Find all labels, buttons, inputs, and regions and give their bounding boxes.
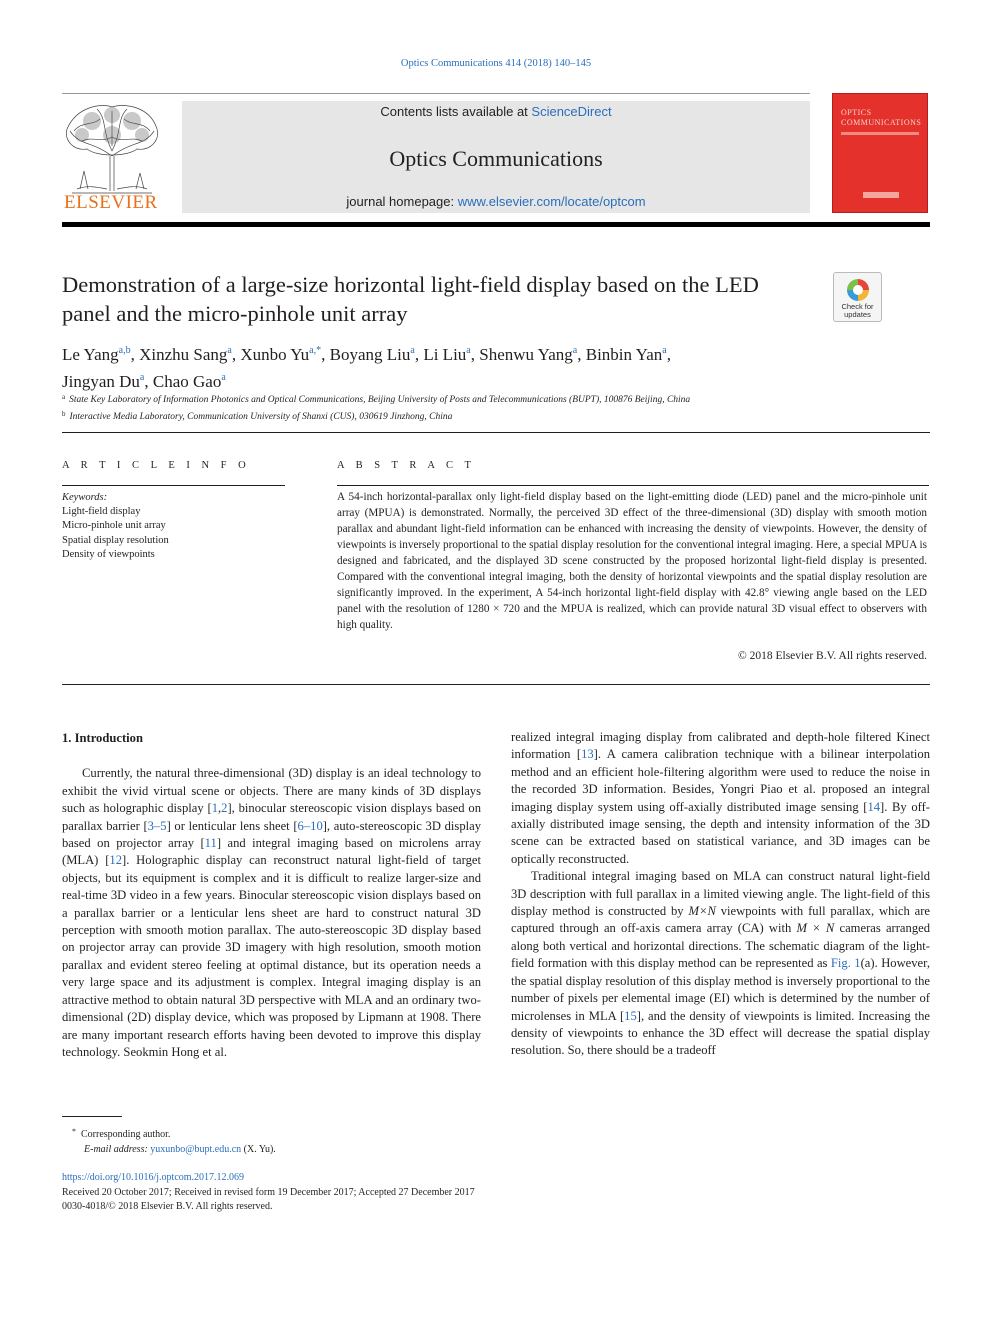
journal-citation-link[interactable]: Optics Communications 414 (2018) 140–145 [400, 58, 592, 69]
author-separator: , [577, 345, 586, 364]
author-name[interactable]: Xunbo Yu [240, 345, 310, 364]
homepage-line [182, 194, 810, 209]
crossmark-label: Check for updates [841, 302, 874, 319]
affiliation-b [62, 407, 922, 424]
author-name[interactable]: Li Liu [423, 345, 467, 364]
body-text: ], and the density of viewpoints is limited. Increasing the density of viewpoints to enhance the 3D effect will decrease the spatial display resolution. So, there should be a tradeoff [511, 1008, 930, 1058]
author-name[interactable]: Boyang Liu [329, 345, 411, 364]
author-affiliation-marker[interactable]: a [227, 345, 232, 356]
email-suffix: (X. Yu). [241, 1144, 276, 1155]
author-affiliation-marker[interactable]: a [466, 345, 471, 356]
math-expression: M×N [688, 904, 716, 919]
keywords-label: Keywords: [62, 492, 108, 503]
affiliations [62, 390, 922, 424]
abstract-heading: A B S T R A C T [337, 460, 476, 471]
affiliation-text: Interactive Media Laboratory, Communication University of Shanxi (CUS), 030619 Jinzhong, China [69, 412, 453, 422]
footnote-rule [62, 1116, 122, 1117]
body-text: Traditional integral imaging based on MLA can construct natural light-field 3D description with full parallax in a limited viewing angle. The light-field of this display method is constructed by [511, 869, 930, 919]
journal-cover-thumbnail[interactable] [832, 93, 928, 213]
keyword: Light-field display [62, 506, 141, 518]
article-metadata [62, 1171, 662, 1215]
article-info-rule [62, 485, 285, 486]
figure-link[interactable]: Fig. 1 [830, 956, 861, 971]
reference-link[interactable]: 1 [211, 801, 218, 816]
sciencedirect-link[interactable]: ScienceDirect [531, 104, 612, 119]
author-name[interactable]: Binbin Yan [585, 345, 663, 364]
publisher-wordmark: ELSEVIER [64, 192, 158, 213]
article-info-heading: A R T I C L E I N F O [62, 460, 251, 471]
cover-footer-mark [863, 192, 899, 198]
cover-title: OPTICS COMMUNICATIONS [841, 108, 922, 127]
keyword: Spatial display resolution [62, 534, 169, 546]
keywords-block [62, 491, 285, 562]
contents-line [182, 104, 810, 119]
body-text: viewpoints with full parallax, which are captured through an off-axis camera array (CA) with [511, 904, 930, 936]
cover-band [841, 132, 919, 135]
body-text: ]. A camera calibration technique with a bilinear interpolation method and an efficient hole-filtering algorithm were used to reduce the noise in the recorded 3D information. Besides, Yongri Piao et al. proposed an integral imaging display system using off-axially distributed image sensing [ [511, 747, 930, 814]
issn-copyright: 0030-4018/© 2018 Elsevier B.V. All rights reserved. [62, 1201, 273, 1212]
body-text: ]. By off-axially distributed image sensing, the depth and intensity information of the 3D scene can be extracted based on statistical variance, and 3D images can be optically reconstructed. [511, 799, 930, 866]
author-separator: , [130, 345, 140, 364]
check-for-updates-badge[interactable] [833, 272, 882, 322]
body-paragraph: Currently, the natural three-dimensional (3D) display is an ideal technology to exhibit the vivid virtual scene or objects. There are many kinds of 3D displays such as holographic display [1,2], binocular stereoscopic vision displays based on parallax barrier [3–5] or lenticular lens sheet [6–10], auto-stereoscopic 3D display based on projector array [11] and integral imaging based on microlens array (MLA) [12]. Holographic display can reconstruct natural light-field of target objects, but its equipment is complex and it is difficult to realize larger-size and real-time 3D video in a few years. Binocular stereoscopic vision displays based on a parallax barrier or a lenticular lens sheet are hard to construct natural 3D perception with smooth motion parallax. The auto-stereoscopic 3D display based on projector array can provide 3D imagery with high resolution, smooth motion parallax and evident stereo feeling at optimal distance, but its operation needs a very large space and its adjustment is complex. Integral imaging display is an attractive method to obtain natural 3D perspective with MLA and an ordinary two-dimensional (2D) display device, which was proposed by Lipmann at 1908. There are many important research efforts having been devoted to improve this display technology. Seokmin Hong et al. [62, 766, 482, 1059]
journal-header [62, 93, 930, 213]
author-separator: , [666, 345, 671, 364]
math-expression: M × N [796, 921, 835, 936]
author-separator: , [321, 345, 330, 364]
crossmark-icon [845, 277, 871, 303]
abstract-copyright: © 2018 Elsevier B.V. All rights reserved. [738, 650, 927, 662]
body-text: Currently, the natural three-dimensional (3D) display is an ideal technology to exhibit the vivid virtual scene or objects. There are many kinds of 3D displays such as holographic display [ [62, 766, 481, 816]
author-separator: , [414, 345, 424, 364]
body-text: cameras arranged along both vertical and horizontal directions. The schematic diagram of the light-field formation with this display method can be represented as [511, 921, 931, 971]
paper-title: Demonstration of a large-size horizontal light-field display based on the LED panel and the micro-pinhole unit array [62, 272, 759, 326]
reference-link[interactable]: 15 [624, 1008, 637, 1023]
section-divider [62, 432, 930, 433]
author-separator: , [470, 345, 480, 364]
body-paragraph [511, 729, 930, 868]
author-separator: , [231, 345, 241, 364]
affiliation-marker: a [62, 393, 66, 401]
body-text: (a). However, the spatial display resolution of this display method is inversely proportional to the number of pixels per elemental image (EI) which is determined by the number of microlenses in MLA [ [511, 956, 930, 1023]
corresponding-footnote [62, 1124, 562, 1142]
reference-link[interactable]: 14 [867, 799, 881, 814]
reference-link[interactable]: 3–5 [147, 818, 167, 833]
author-name[interactable]: Shenwu Yang [479, 345, 573, 364]
author-affiliation-marker[interactable]: a [139, 372, 145, 383]
contents-prefix: Contents lists available at [380, 104, 532, 119]
author-affiliation-marker[interactable]: a,* [309, 345, 322, 356]
reference-link[interactable]: 13 [581, 747, 594, 762]
affiliation-marker: b [62, 410, 66, 418]
author-name[interactable]: Xinzhu Sang [139, 345, 228, 364]
affiliation-a [62, 390, 922, 407]
email-link[interactable]: yuxunbo@bupt.edu.cn [150, 1144, 242, 1155]
body-text: ], binocular stereoscopic vision displays based on parallax barrier [ [62, 801, 481, 833]
doi-link[interactable]: https://doi.org/10.1016/j.optcom.2017.12.069 [62, 1172, 245, 1183]
author-affiliation-marker[interactable]: a [410, 345, 415, 356]
body-text: realized integral imaging display from calibrated and depth-hole filtered Kinect information [ [511, 730, 930, 762]
section-title: 1. Introduction [62, 731, 143, 745]
journal-banner [182, 101, 810, 213]
journal-title: Optics Communications [389, 146, 603, 171]
homepage-prefix: journal homepage: [346, 194, 458, 209]
section-divider [62, 684, 930, 685]
author-affiliation-marker[interactable]: a,b [118, 345, 131, 356]
email-label: E-mail address: [84, 1144, 151, 1155]
reference-link[interactable]: 6–10 [297, 818, 323, 833]
header-divider [62, 93, 810, 94]
body-column-left [62, 730, 481, 1061]
journal-homepage-link[interactable]: www.elsevier.com/locate/optcom [457, 194, 646, 209]
reference-link[interactable]: 12 [109, 853, 122, 868]
asterisk-marker: * [72, 1127, 76, 1136]
reference-link[interactable]: 2 [221, 801, 228, 816]
footnote-text: Corresponding author. [81, 1129, 171, 1140]
body-paragraph [511, 868, 930, 1059]
keyword: Micro-pinhole unit array [62, 520, 166, 532]
author-name[interactable]: Le Yang [62, 345, 119, 364]
author-name[interactable]: Jingyan Du [62, 372, 140, 391]
body-text: ] or lenticular lens sheet [ [166, 818, 298, 833]
affiliation-text: State Key Laboratory of Information Photonics and Optical Communications, Beijing University of Posts and Telecommunications (BUPT), 100876 Beijing, China [69, 395, 691, 405]
abstract-text: A 54-inch horizontal-parallax only light-field display based on the light-emitting diode (LED) panel and the micro-pinhole unit array (MPUA) is demonstrated. Normally, the perceived 3D effect of the three-dimensional (3D) display with smooth motion parallax and abundant light-field information can be enhanced with increasing the density of viewpoints. However, the density of viewpoints is inversely proportional to the spatial display resolution for the conventional integral imaging. Here, a special MPUA is designed and fabricated, and the displayed 3D scene constructed by the proposed horizontal light-field display is presented. Compared with the conventional integral imaging, both the density of horizontal viewpoints and the spatial display resolution are significantly improved. In the experiment, A 54-inch horizontal light-field display with 42.8° viewing angle based on the LED panel with the resolution of 1280 × 720 and the MPUA is realized, which can provide natural 3D visual effect to observers with high quality. [337, 491, 927, 631]
email-footnote [62, 1142, 562, 1157]
author-affiliation-marker[interactable]: a [572, 345, 578, 356]
author-affiliation-marker[interactable]: a [662, 345, 667, 356]
body-text: ]. Holographic display can reconstruct natural light-field of target objects, but its equipment is complex and it is difficult to realize larger-size and real-time 3D video in a few years. Binocular stereoscopic vision displays based on a parallax barrier or a lenticular lens sheet are hard to construct natural 3D perception with smooth motion parallax. The auto-stereoscopic 3D display based on projector array can provide 3D imagery with high resolution, smooth motion parallax and evident stereo feeling at optimal distance, but its operation needs a very large space and its adjustment is complex. Integral imaging display is an attractive method to obtain natural 3D perspective with MLA and an ordinary two-dimensional (2D) display device, which was proposed by Lipmann at 1908. There are many important research efforts having been devoted to improve this display technology. Seokmin Hong et al. [62, 853, 481, 1059]
abstract-rule [337, 485, 929, 486]
author-list [62, 339, 822, 393]
body-text: ], auto-stereoscopic 3D display based on projector array [ [62, 818, 481, 851]
body-text: ] and integral imaging based on microlens array (MLA) [ [62, 836, 482, 868]
header-thick-rule [62, 222, 930, 227]
received-dates: Received 20 October 2017; Received in revised form 19 December 2017; Accepted 27 December 2017 [62, 1186, 475, 1198]
footnotes [62, 1124, 562, 1157]
body-column-right [511, 729, 930, 1060]
author-affiliation-marker[interactable]: a [221, 372, 226, 383]
author-name[interactable]: Chao Gao [152, 372, 222, 391]
keyword: Density of viewpoints [62, 548, 155, 560]
reference-link[interactable]: 11 [204, 836, 217, 851]
author-separator: , [144, 372, 153, 391]
